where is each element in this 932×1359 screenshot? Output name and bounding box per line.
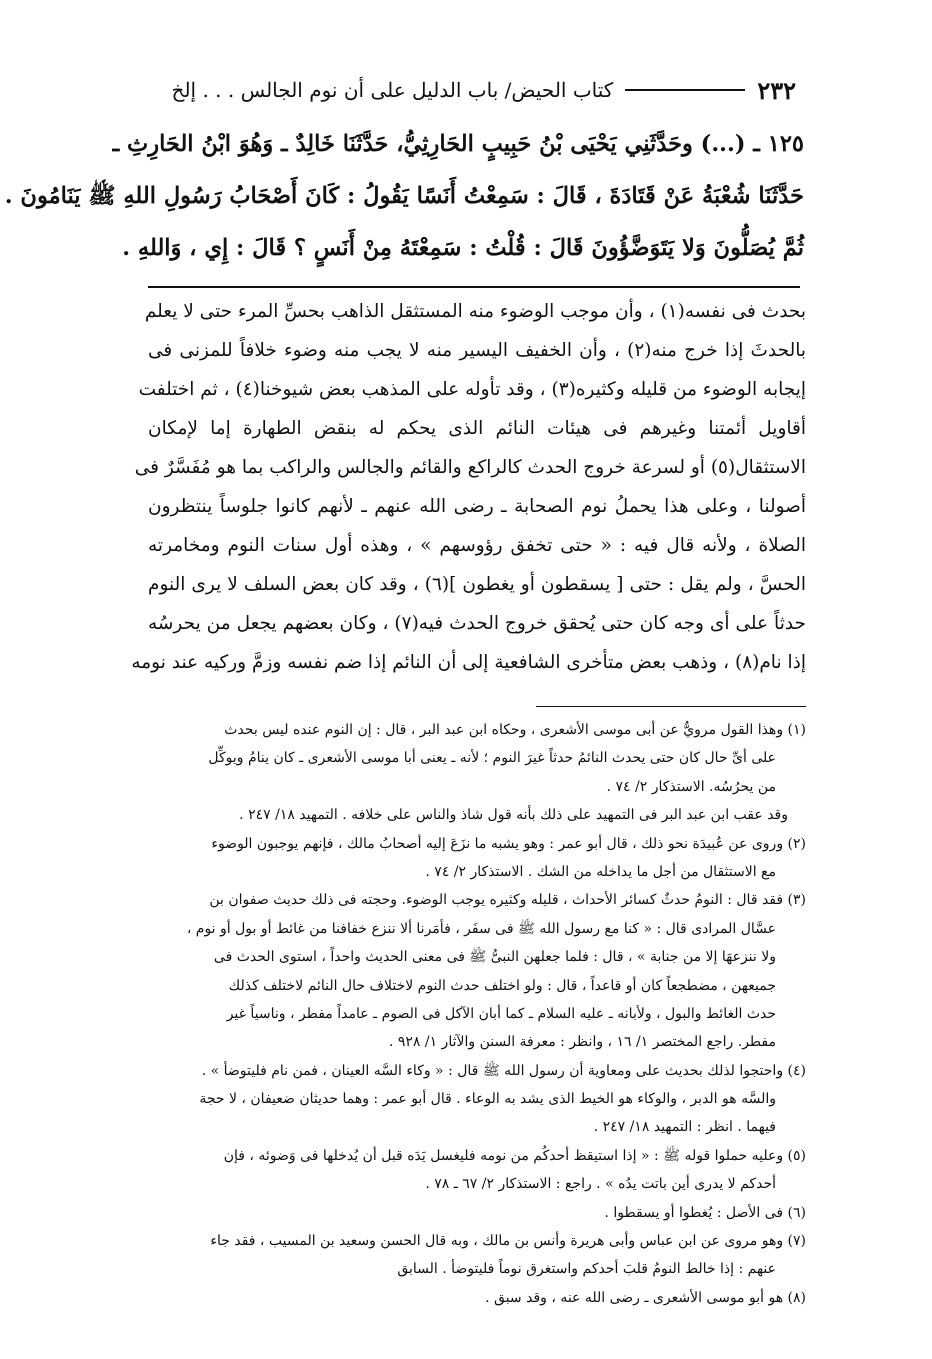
footnote-line: (٨) هو أبو موسى الأشعرى ـ رضى الله عنه ، وقد سبق . (485, 1289, 806, 1306)
page-header (100, 70, 796, 110)
footnote-line: (١) وهذا القول مرويٌّ عن أبى موسى الأشعرى ، وحكاه ابن عبد البر ، قال : إن النوم عنده ليس بحدث (224, 722, 806, 738)
footnote-line: جميعهن ، مضطجعاً كان أو قاعداً ، قال : ولو اختلف حدث النوم لاختلاف حال النائم لاختلف كذلك (228, 977, 776, 994)
hadith-text (4, 118, 804, 274)
footnote-line: على أىِّ حال كان حتى يحدث النائمُ حدثاً غيرَ النوم ؛ لأنه ـ يعنى أبا موسى الأشعرى ـ كان ينامُ ويوكِّل (208, 750, 776, 767)
commentary-line: بحدث فى نفسه(١) ، وأن موجب الوضوء منه المستثقل الذاهب بحسِّ المرء حتى لا يعلم (144, 301, 806, 322)
header-rule (625, 89, 745, 91)
section-divider (148, 286, 800, 288)
commentary-line: بالحدثَ إذا خرج منه(٢) ، وأن الخفيف اليسير منه لا يجب منه وضوء خلافاً للمزنى فى (148, 340, 806, 361)
footnote-line: عنهم : إذا خالط النومُ قلبَ أحدكم واستغرق نوماً فليتوضأ . السابق (397, 1261, 776, 1278)
footnote-divider (536, 706, 806, 707)
footnote-line: (٢) وروى عن عُبيدَة نحو ذلك ، قال أبو عمر : وهو يشبه ما نزَعَ إليه أصحابُ مالك ، فإنهم يوجبون الوضوء (211, 835, 806, 852)
hadith-line: ١٢٥ ـ (...) وحَدَّثَنِي يَحْيَى بْنُ حَبِيبٍ الحَارِثِيُّ، حَدَّثَنَا خَالِدٌ ـ وَهُوَ ابْنُ الحَارِثِ ـ (112, 131, 804, 157)
commentary-line: أصولنا ، وعلى هذا يحملُ نوم الصحابة ـ رضى الله عنهم ـ لأنهم كانوا جلوساً ينتظرون (148, 496, 806, 517)
footnote-line: حدث الغائط والبول ، ولأبانه ـ عليه السلام ـ كما أبان الآكل فى الصوم ـ عامداً مفطر ، وناسياً غير (226, 1005, 776, 1022)
footnote-line: ولا ننزعهَا إلا من جنابة » ، قال : فلما جعلهن النبىُّ ﷺ فى معنى الحديث واحداً ، استوى الحدث فى (213, 949, 776, 966)
footnote-line: (٧) وهو مروى عن ابن عباس وأبى هريرة وأنس بن مالك ، وبه قال الحسن وسعيد بن المسيب ، فقد جاء (210, 1233, 806, 1250)
page-number: ٢٣٢ (757, 75, 796, 105)
commentary-line: أقاويل أئمتنا وغيرهم فى هيئات النائم الذى يحكم له بنقض الطهارة إما لإمكان (148, 418, 806, 439)
footnote-line: (٥) وعليه حملوا قوله ﷺ : « إذا استيقظ أحدكُم من نومه فليغسل يَدَه قبل أن يُدخلها فى وَضوئه ، فإن (223, 1147, 806, 1164)
commentary-line: حدثاً على أى وجه كان حتى يُحقق خروج الحدث فيه(٧) ، وكان بعضهم يجعل من يحرسُه (148, 613, 806, 634)
commentary-line: الحسَّ ، ولم يقل : حتى [ يسقطون أو يغطون ](٦) ، وقد كان بعض السلف لا يرى النوم (148, 574, 806, 595)
footnote-line: وقد عقب ابن عبد البر فى التمهيد على ذلك بأنه قول شاذ والناس على خلافه . التمهيد ١٨/ ٢٤٧ . (239, 807, 788, 824)
footnote-line: والسَّه هو الدبر ، والوكاء هو الخيط الذى يشد به الوعاء . قال أبو عمر : وهما حديثان ضعيفان ، لا حجة (199, 1091, 776, 1108)
hadith-line: حَدَّثَنَا شُعْبَةُ عَنْ قَتَادَةَ ، قَالَ : سَمِعْتُ أَنَسًا يَقُولُ : كَانَ أَصْحَابُ رَسُولِ اللهِ ﷺ يَنَامُونَ . (4, 183, 804, 209)
footnote-line: عسَّال المرادى قال : « كنا مع رسول الله ﷺ فى سفَر ، فأمَرنا ألا ننزع خفافنا من غائط أو بول أو نوم ، (186, 920, 776, 937)
footnotes (140, 716, 806, 1312)
commentary-line: إذا نام(٨) ، وذهب بعض متأخرى الشافعية إلى أن النائم إذا ضم نفسه وزمَّ وركيه عند نومه (131, 652, 806, 673)
commentary-line: الصلاة ، ولأنه قال فيه : « حتى تخفق رؤوسهم » ، وهذه أول سنات النوم ومخامرته (148, 535, 806, 556)
footnote-line: (٤) واحتجوا لذلك بحديث على ومعاوية أن رسول الله ﷺ قال : « وكاء السَّه العينان ، فمن نام فليتوضأ » . (201, 1062, 806, 1079)
hadith-line: ثُمَّ يُصَلُّونَ وَلا يَتَوَضَّؤُونَ قَالَ : قُلْتُ : سَمِعْتَهُ مِنْ أَنَسٍ ؟ قَالَ : إِي ، وَاللهِ . (122, 235, 804, 261)
commentary-text (131, 292, 806, 682)
footnote-line: مفطر. راجع المختصر ١/ ١٦ ، وانظر : معرفة السنن والآثار ١/ ٩٢٨ . (388, 1034, 776, 1051)
footnote-line: (٦) فى الأصل : يُغطوا أو يسقطوا . (604, 1204, 806, 1221)
footnote-line: (٣) فقد قال : النومُ حدثٌ كسائر الأحداث ، قليله وكثيره يوجب الوضوء. وحجته فى ذلك حديث صفوان بن (209, 892, 806, 909)
commentary-line: الاستثقال(٥) أو لسرعة خروج الحدث كالراكع والقائم والجالس والراكب بما هو مُفَسَّرٌ فى (134, 457, 806, 478)
commentary-line: إيجابه الوضوء من قليله وكثيره(٣) ، وقد تأوله على المذهب بعض شيوخنا(٤) ، ثم اختلفت (138, 379, 806, 400)
footnote-line: مع الاستثقال من أجل ما يداخله من الشك . الاستذكار ٢/ ٧٤ . (425, 863, 776, 880)
footnote-line: أحدكم لا يدرى أين باتت يدُه » . راجع : الاستذكار ٢/ ٦٧ ـ ٧٨ . (425, 1176, 776, 1193)
footnote-line: من يحرُسُه. الاستذكار ٢/ ٧٤ . (606, 778, 776, 795)
footnote-line: فيهما . انظر : التمهيد ١٨/ ٢٤٧ . (593, 1119, 776, 1136)
running-title: كتاب الحيض/ باب الدليل على أن نوم الجالس . . . إلخ (171, 78, 614, 102)
